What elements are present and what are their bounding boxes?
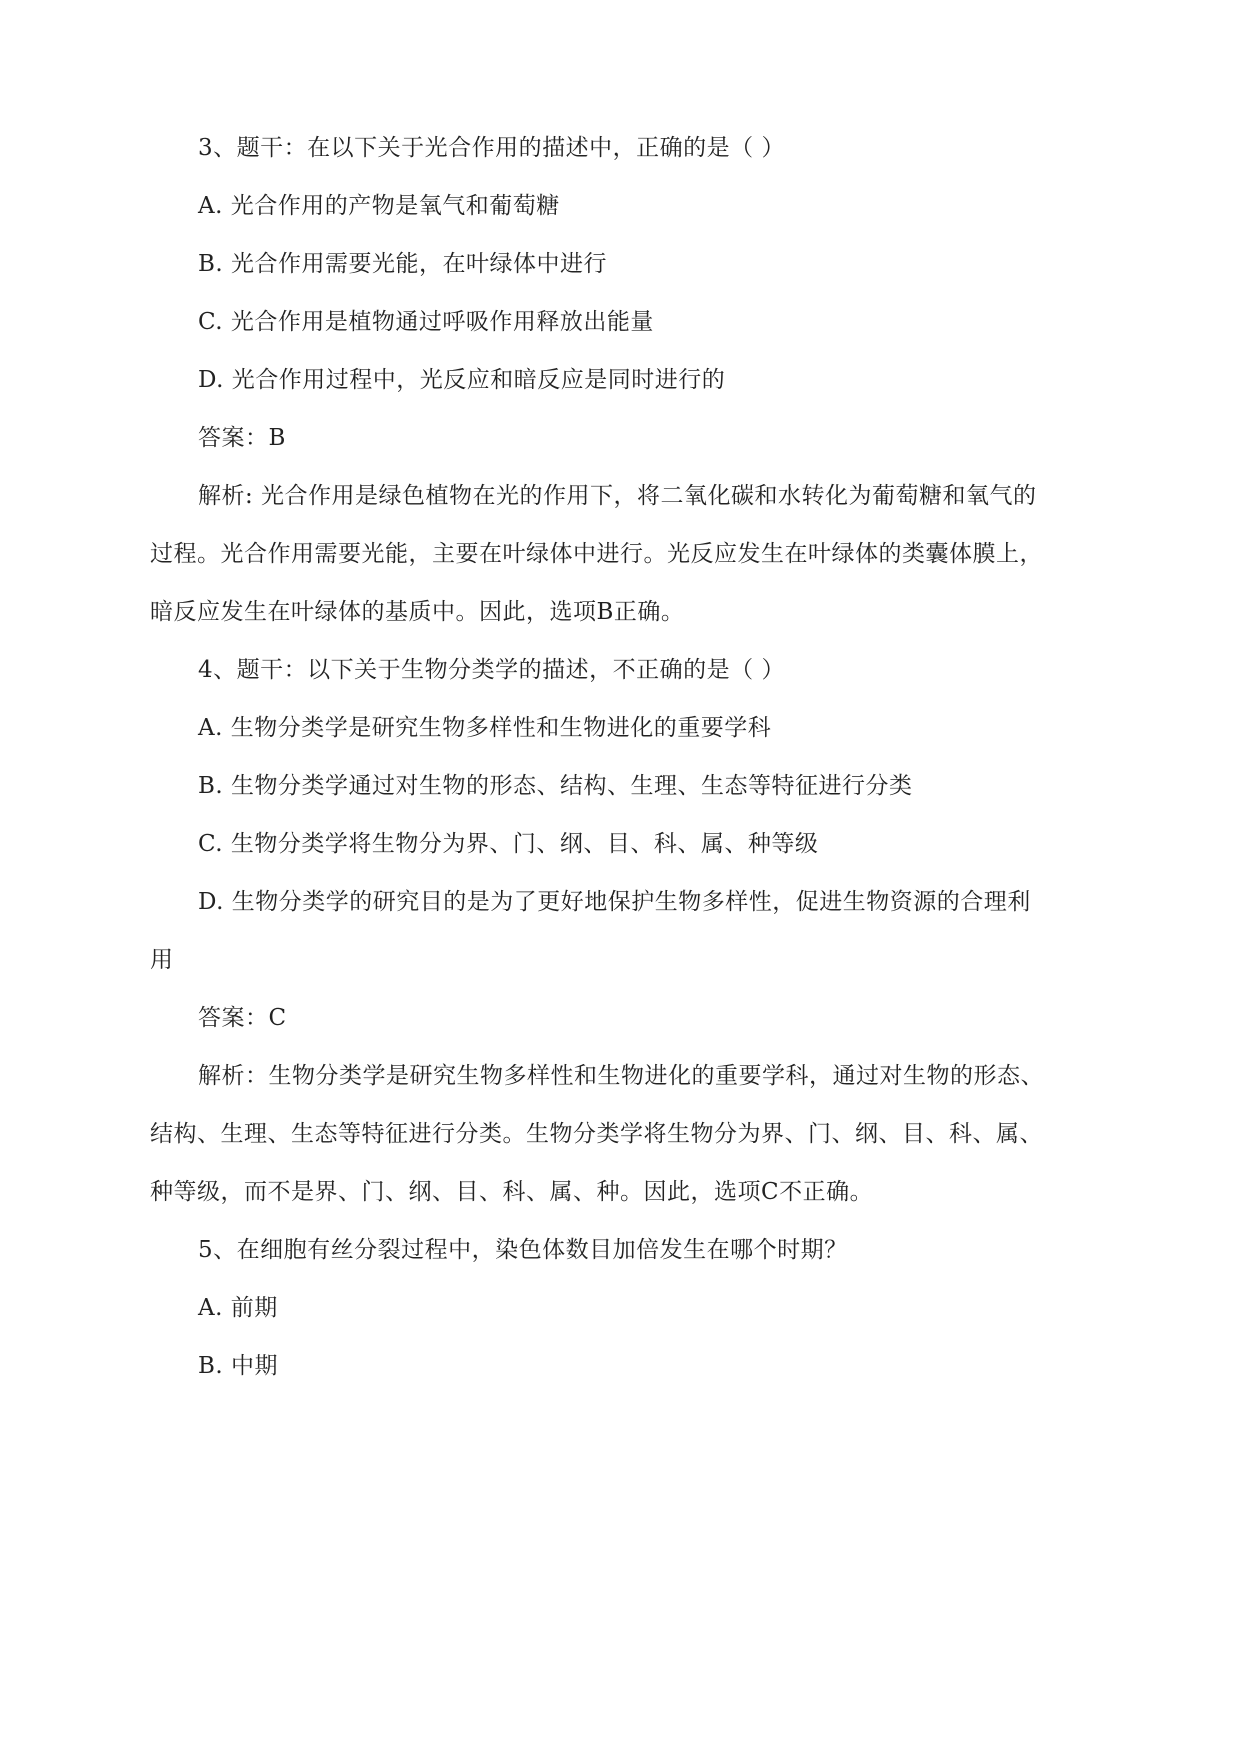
question-4-analysis-line-2: 结构、生理、生态等特征进行分类。生物分类学将生物分为界、门、纲、目、科、属、: [150, 1121, 1043, 1147]
question-3-stem: 3、题干：在以下关于光合作用的描述中，正确的是（ ）: [198, 135, 785, 161]
question-4-analysis-line-1: 解析：生物分类学是研究生物多样性和生物进化的重要学科，通过对生物的形态、: [198, 1063, 1044, 1089]
question-3-option-b: B. 光合作用需要光能，在叶绿体中进行: [198, 251, 608, 277]
question-4-answer: 答案：C: [198, 1005, 287, 1031]
question-4-option-d-continued: 用: [150, 947, 174, 973]
question-3-option-d: D. 光合作用过程中，光反应和暗反应是同时进行的: [198, 367, 726, 393]
question-4-option-d: D. 生物分类学的研究目的是为了更好地保护生物多样性，促进生物资源的合理利: [198, 889, 1031, 915]
question-5-stem: 5、在细胞有丝分裂过程中，染色体数目加倍发生在哪个时期？: [198, 1237, 848, 1263]
question-5-option-b: B. 中期: [198, 1353, 279, 1379]
question-3-analysis-line-1: 解析: 光合作用是绿色植物在光的作用下，将二氧化碳和水转化为葡萄糖和氧气的: [198, 483, 1037, 509]
question-3-option-a: A. 光合作用的产物是氧气和葡萄糖: [198, 193, 560, 219]
question-3-analysis-line-3: 暗反应发生在叶绿体的基质中。因此，选项B正确。: [150, 599, 685, 625]
question-3-option-c: C. 光合作用是植物通过呼吸作用释放出能量: [198, 309, 654, 335]
question-3-analysis-line-2: 过程。光合作用需要光能，主要在叶绿体中进行。光反应发生在叶绿体的类囊体膜上，: [150, 541, 1043, 567]
question-3-answer: 答案：B: [198, 425, 286, 451]
question-4-option-b: B. 生物分类学通过对生物的形态、结构、生理、生态等特征进行分类: [198, 773, 913, 799]
question-4-option-c: C. 生物分类学将生物分为界、门、纲、目、科、属、种等级: [198, 831, 819, 857]
question-4-stem: 4、题干：以下关于生物分类学的描述，不正确的是（ ）: [198, 657, 785, 683]
question-4-analysis-line-3: 种等级，而不是界、门、纲、目、科、属、种。因此，选项C不正确。: [150, 1179, 874, 1205]
question-5-option-a: A. 前期: [198, 1295, 278, 1321]
question-4-option-a: A. 生物分类学是研究生物多样性和生物进化的重要学科: [198, 715, 772, 741]
